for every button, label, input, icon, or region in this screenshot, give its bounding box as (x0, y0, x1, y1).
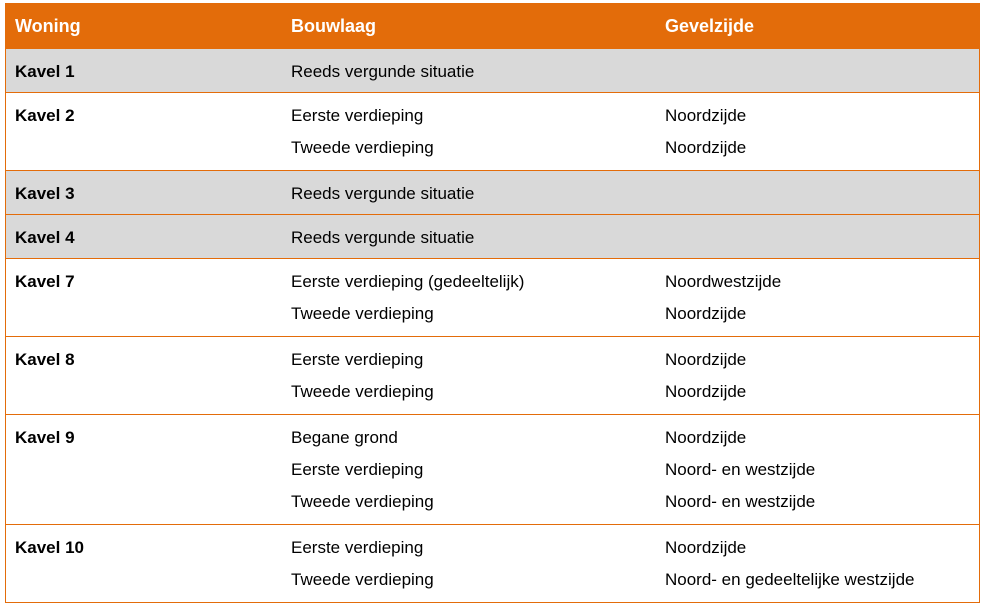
cell-bouwlaag: Tweede verdieping (291, 304, 434, 323)
cell-gevelzijde: Noordzijde (665, 138, 747, 157)
table-row (6, 337, 979, 415)
table-row (6, 171, 979, 215)
cell-bouwlaag: Eerste verdieping (291, 350, 424, 369)
table-row (6, 93, 979, 171)
cell-bouwlaag: Eerste verdieping (291, 106, 424, 125)
cell-woning: Kavel 7 (15, 272, 75, 291)
cell-bouwlaag: Begane grond (291, 428, 398, 447)
cell-woning: Kavel 8 (15, 350, 75, 369)
cell-bouwlaag: Tweede verdieping (291, 382, 434, 401)
cell-gevelzijde: Noordzijde (665, 428, 747, 447)
table-header (6, 3, 979, 49)
cell-bouwlaag: Eerste verdieping (gedeeltelijk) (291, 272, 525, 291)
header-woning: Woning (15, 16, 81, 36)
cell-gevelzijde: Noordzijde (665, 382, 747, 401)
cell-bouwlaag: Reeds vergunde situatie (291, 62, 475, 81)
table-row (6, 525, 979, 603)
cell-bouwlaag: Eerste verdieping (291, 460, 424, 479)
cell-woning: Kavel 3 (15, 184, 75, 203)
woning-table (5, 3, 980, 603)
cell-woning: Kavel 10 (15, 538, 84, 557)
table-row (6, 215, 979, 259)
cell-gevelzijde: Noordzijde (665, 106, 747, 125)
cell-gevelzijde: Noordzijde (665, 304, 747, 323)
table-row (6, 259, 979, 337)
cell-gevelzijde: Noordzijde (665, 538, 747, 557)
table-body (6, 49, 979, 603)
cell-woning: Kavel 4 (15, 228, 75, 247)
cell-gevelzijde: Noordzijde (665, 350, 747, 369)
table-row (6, 415, 979, 525)
cell-woning: Kavel 9 (15, 428, 75, 447)
cell-bouwlaag: Tweede verdieping (291, 138, 434, 157)
cell-gevelzijde: Noord- en westzijde (665, 460, 816, 479)
table-row (6, 49, 979, 93)
cell-gevelzijde: Noordwestzijde (665, 272, 782, 291)
cell-woning: Kavel 1 (15, 62, 75, 81)
cell-bouwlaag: Tweede verdieping (291, 492, 434, 511)
cell-woning: Kavel 2 (15, 106, 75, 125)
cell-gevelzijde: Noord- en gedeeltelijke westzijde (665, 570, 915, 589)
header-bouwlaag: Bouwlaag (291, 16, 377, 36)
cell-bouwlaag: Reeds vergunde situatie (291, 184, 475, 203)
cell-bouwlaag: Eerste verdieping (291, 538, 424, 557)
cell-gevelzijde: Noord- en westzijde (665, 492, 816, 511)
cell-bouwlaag: Reeds vergunde situatie (291, 228, 475, 247)
cell-bouwlaag: Tweede verdieping (291, 570, 434, 589)
header-gevelzijde: Gevelzijde (665, 16, 755, 36)
